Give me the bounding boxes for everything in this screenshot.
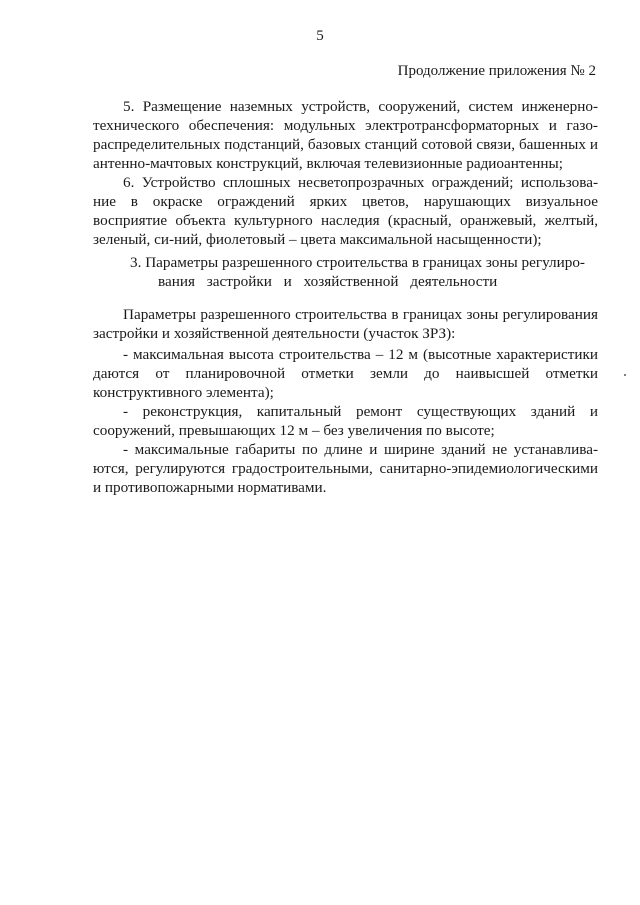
parameter-item: - реконструкция, капитальный ремонт существующих зданий и сооружений, превышающих 12 м – без увеличения по высоте;: [93, 403, 598, 439]
appendix-continuation-note: Продолжение приложения № 2: [397, 63, 596, 79]
restriction-item-6: 6. Устройство сплошных несветопрозрачных ограждений; использова-ние в окраске ограждений ярких цветов, нарушающих визуальное восприятие объекта культурного наследия (красный, оранжевый, желтый, зеленый, си-ний, фиолетовый – цвета максимальной насыщенности);: [93, 174, 598, 248]
restriction-item-5: 5. Размещение наземных устройств, сооружений, систем инженерно-технического обеспечения: модульных электротрансформаторных и газо-распределительных подстанций, базовых станций сотовой связи, башенных и антенно-мачтовых конструкций, включая телевизионные радиоантенны;: [93, 98, 598, 172]
parameter-item: - максимальные габариты по длине и ширине зданий не устанавлива-ются, регулируются градостроительными, санитарно-эпидемиологическими и противопожарными нормативами.: [93, 441, 598, 496]
scan-artifact-dot: [624, 374, 626, 376]
parameter-item: - максимальная высота строительства – 12 м (высотные характеристики даются от планировочной отметки земли до наивысшей отметки конструктивного элемента);: [93, 346, 598, 401]
section-3-intro: Параметры разрешенного строительства в границах зоны регулирования застройки и хозяйственной деятельности (участок ЗРЗ):: [93, 306, 598, 342]
restrictions-list: [93, 97, 598, 249]
section-3-heading-line-1: 3. Параметры разрешенного строительства в границах зоны регулиро-: [130, 254, 585, 271]
section-3-heading-line-2: вания застройки и хозяйственной деятельности: [158, 273, 498, 290]
page-number: 5: [316, 28, 324, 44]
section-3-body: [93, 305, 598, 497]
section-3-heading: [130, 253, 590, 291]
